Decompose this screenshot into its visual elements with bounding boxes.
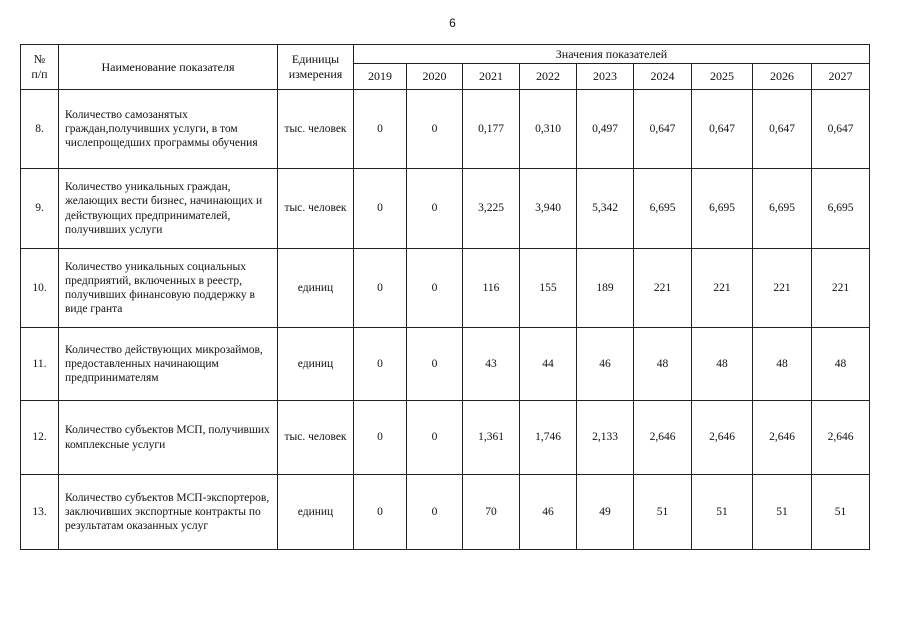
row-value: 48 bbox=[634, 328, 692, 401]
row-number: 9. bbox=[21, 169, 59, 249]
row-value: 0 bbox=[354, 90, 407, 169]
header-year: 2020 bbox=[407, 64, 463, 90]
table-header-row bbox=[21, 45, 870, 64]
row-value: 0,647 bbox=[753, 90, 812, 169]
row-value: 0 bbox=[407, 249, 463, 328]
row-units: единиц bbox=[278, 249, 354, 328]
row-value: 155 bbox=[520, 249, 577, 328]
row-value: 0 bbox=[407, 328, 463, 401]
table-row bbox=[21, 475, 870, 550]
row-value: 0,647 bbox=[634, 90, 692, 169]
row-value: 70 bbox=[463, 475, 520, 550]
row-value: 0,647 bbox=[812, 90, 870, 169]
row-indicator-name: Количество действующих микрозаймов, предоставленных начинающим предпринимателям bbox=[59, 328, 278, 401]
table-row bbox=[21, 328, 870, 401]
row-units: тыс. человек bbox=[278, 401, 354, 475]
row-value: 0 bbox=[407, 90, 463, 169]
row-value: 43 bbox=[463, 328, 520, 401]
row-value: 1,361 bbox=[463, 401, 520, 475]
header-year: 2022 bbox=[520, 64, 577, 90]
header-indicator-name: Наименование показателя bbox=[59, 45, 278, 90]
table-row bbox=[21, 90, 870, 169]
indicators-table bbox=[20, 44, 870, 550]
row-number: 12. bbox=[21, 401, 59, 475]
header-year: 2021 bbox=[463, 64, 520, 90]
row-value: 46 bbox=[520, 475, 577, 550]
row-value: 44 bbox=[520, 328, 577, 401]
table-row bbox=[21, 169, 870, 249]
row-value: 189 bbox=[577, 249, 634, 328]
row-value: 221 bbox=[753, 249, 812, 328]
row-units: тыс. человек bbox=[278, 169, 354, 249]
row-value: 51 bbox=[634, 475, 692, 550]
row-indicator-name: Количество самозанятых граждан,получивших услуги, в том числепрощедших программы обучения bbox=[59, 90, 278, 169]
row-value: 0,497 bbox=[577, 90, 634, 169]
row-value: 48 bbox=[753, 328, 812, 401]
row-value: 1,746 bbox=[520, 401, 577, 475]
row-value: 46 bbox=[577, 328, 634, 401]
header-year: 2025 bbox=[692, 64, 753, 90]
row-value: 3,225 bbox=[463, 169, 520, 249]
row-indicator-name: Количество субъектов МСП, получивших комплексные услуги bbox=[59, 401, 278, 475]
row-indicator-name: Количество уникальных граждан, желающих вести бизнес, начинающих и действующих предпринимателей, получивших услуги bbox=[59, 169, 278, 249]
row-value: 0,647 bbox=[692, 90, 753, 169]
row-value: 0 bbox=[354, 328, 407, 401]
row-indicator-name: Количество субъектов МСП-экспортеров, заключивших экспортные контракты по результатам оказанных услуг bbox=[59, 475, 278, 550]
row-value: 51 bbox=[692, 475, 753, 550]
header-units: Единицы измерения bbox=[278, 45, 354, 90]
row-number: 10. bbox=[21, 249, 59, 328]
table-row bbox=[21, 401, 870, 475]
row-value: 2,133 bbox=[577, 401, 634, 475]
header-values: Значения показателей bbox=[354, 45, 870, 64]
row-units: тыс. человек bbox=[278, 90, 354, 169]
header-year: 2023 bbox=[577, 64, 634, 90]
row-value: 0 bbox=[354, 475, 407, 550]
row-value: 221 bbox=[634, 249, 692, 328]
row-value: 49 bbox=[577, 475, 634, 550]
header-year: 2019 bbox=[354, 64, 407, 90]
row-value: 5,342 bbox=[577, 169, 634, 249]
row-value: 6,695 bbox=[753, 169, 812, 249]
row-value: 116 bbox=[463, 249, 520, 328]
row-value: 2,646 bbox=[692, 401, 753, 475]
row-value: 2,646 bbox=[812, 401, 870, 475]
row-value: 0 bbox=[354, 401, 407, 475]
row-value: 221 bbox=[692, 249, 753, 328]
row-value: 0 bbox=[354, 249, 407, 328]
header-year: 2027 bbox=[812, 64, 870, 90]
header-year: 2026 bbox=[753, 64, 812, 90]
row-value: 2,646 bbox=[634, 401, 692, 475]
row-value: 221 bbox=[812, 249, 870, 328]
row-value: 48 bbox=[692, 328, 753, 401]
row-value: 2,646 bbox=[753, 401, 812, 475]
row-value: 6,695 bbox=[692, 169, 753, 249]
row-value: 0 bbox=[407, 169, 463, 249]
row-value: 0 bbox=[407, 475, 463, 550]
row-value: 0,310 bbox=[520, 90, 577, 169]
row-value: 3,940 bbox=[520, 169, 577, 249]
row-value: 51 bbox=[812, 475, 870, 550]
header-year: 2024 bbox=[634, 64, 692, 90]
row-indicator-name: Количество уникальных социальных предприятий, включенных в реестр, получивших финансовую поддержку в виде гранта bbox=[59, 249, 278, 328]
table-row bbox=[21, 249, 870, 328]
row-units: единиц bbox=[278, 328, 354, 401]
row-value: 0 bbox=[407, 401, 463, 475]
row-value: 0 bbox=[354, 169, 407, 249]
row-number: 11. bbox=[21, 328, 59, 401]
row-value: 6,695 bbox=[812, 169, 870, 249]
row-number: 8. bbox=[21, 90, 59, 169]
page-number: 6 bbox=[449, 16, 456, 30]
row-units: единиц bbox=[278, 475, 354, 550]
header-number: № п/п bbox=[21, 45, 59, 90]
row-value: 51 bbox=[753, 475, 812, 550]
row-number: 13. bbox=[21, 475, 59, 550]
row-value: 6,695 bbox=[634, 169, 692, 249]
row-value: 48 bbox=[812, 328, 870, 401]
row-value: 0,177 bbox=[463, 90, 520, 169]
